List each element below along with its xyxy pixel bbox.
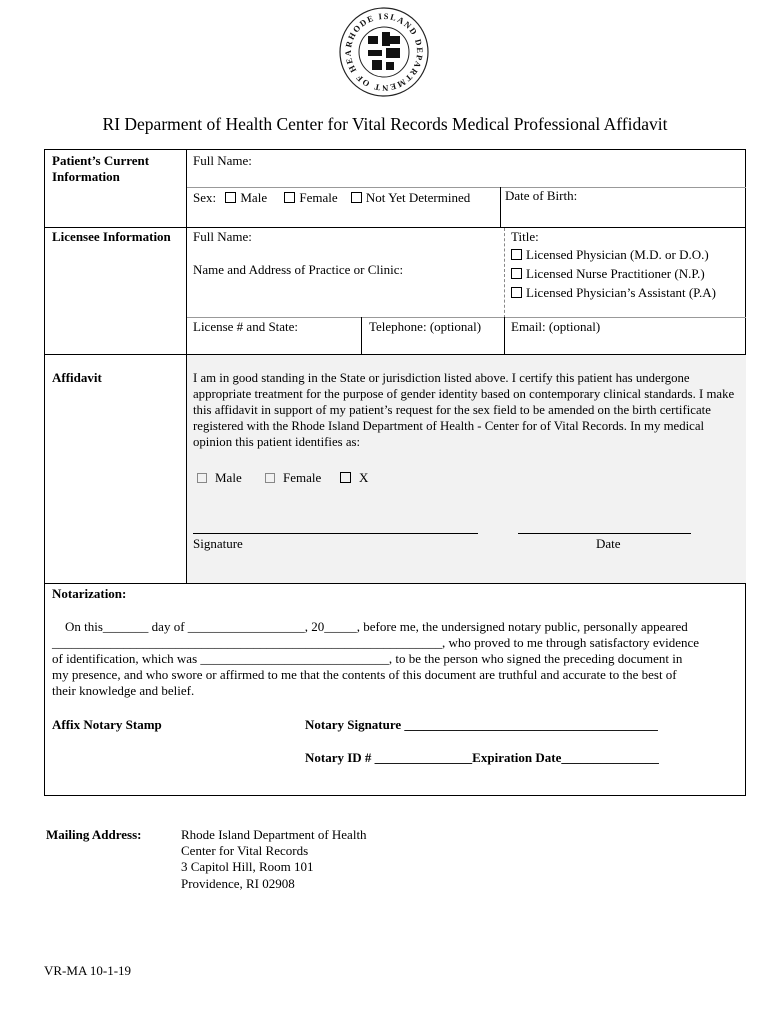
mailing-line-2: Center for Vital Records — [181, 843, 309, 858]
email-field[interactable]: Email: (optional) — [511, 319, 601, 334]
notary-id-field[interactable]: Notary ID # _______________Expiration Date_______________ — [305, 750, 659, 765]
mailing-line-3: 3 Capitol Hill, Room 101 — [181, 859, 314, 874]
department-seal — [338, 6, 430, 98]
checkbox-icon — [351, 192, 362, 203]
patient-section-label: Patient’s Current Information — [52, 153, 150, 184]
licensee-section-label: Licensee Information — [52, 229, 171, 244]
sex-option-male[interactable]: Male — [225, 190, 267, 205]
notarization-line-1: On this_______ day of __________________, 20_____, before me, the undersigned notary public, personally appeared — [65, 619, 688, 634]
title-option-physician-assistant[interactable]: Licensed Physician’s Assistant (P.A) — [511, 285, 716, 301]
notarization-heading: Notarization: — [52, 586, 127, 601]
checkbox-icon — [265, 473, 275, 483]
notarization-line-3: of identification, which was _____________________________, to be the person who signed the preceding document in — [52, 651, 683, 666]
title-option-physician[interactable]: Licensed Physician (M.D. or D.O.) — [511, 247, 709, 263]
checkbox-icon — [511, 249, 522, 260]
signature-label: Signature — [193, 536, 243, 551]
telephone-field[interactable]: Telephone: (optional) — [369, 319, 482, 334]
identity-option-male[interactable]: Male — [197, 470, 242, 486]
checkbox-icon — [225, 192, 236, 203]
sex-label: Sex: — [193, 190, 217, 205]
checkbox-icon — [340, 472, 351, 483]
notary-signature-field[interactable]: Notary Signature _______________________________________ — [305, 717, 658, 732]
sex-option-female[interactable]: Female — [284, 190, 337, 205]
mailing-line-1: Rhode Island Department of Health — [181, 827, 367, 842]
mailing-address-label: Mailing Address: — [46, 827, 142, 842]
page-title: RI Deparment of Health Center for Vital Records Medical Professional Affidavit — [102, 114, 668, 134]
patient-sex-field — [193, 190, 470, 206]
identity-option-x[interactable]: X — [340, 470, 368, 486]
checkbox-icon — [284, 192, 295, 203]
mailing-line-4: Providence, RI 02908 — [181, 876, 295, 891]
seal-icon — [338, 6, 430, 98]
affidavit-section-label: Affidavit — [52, 370, 102, 385]
patient-dob-field[interactable]: Date of Birth: — [505, 188, 578, 203]
patient-full-name-field[interactable]: Full Name: — [193, 153, 252, 168]
sex-option-not-yet-determined[interactable]: Not Yet Determined — [351, 190, 470, 205]
license-state-field[interactable]: License # and State: — [193, 319, 299, 334]
form-id: VR-MA 10-1-19 — [44, 963, 132, 978]
date-line[interactable] — [518, 533, 691, 534]
checkbox-icon — [197, 473, 207, 483]
svg-text:RHODE ISLAND DEPARTMENT OF HEA: RHODE ISLAND DEPARTMENT OF HEA — [342, 10, 426, 94]
checkbox-icon — [511, 268, 522, 279]
notarization-line-5: their knowledge and belief. — [52, 683, 195, 698]
signature-line[interactable] — [193, 533, 478, 534]
affidavit-statement: I am in good standing in the State or jurisdiction listed above. I certify this patient has undergone appropriate treatment for the purpose of gender identity based on contemporary clinical standards. I make this affidavit in support of my patient’s request for the sex field to be amended on the birth certificate registered with the Rhode Island Department of Health - Center for of Vital Records. In my medical opinion this patient identifies as: — [193, 371, 735, 449]
date-label: Date — [596, 536, 621, 551]
checkbox-icon — [511, 287, 522, 298]
licensee-full-name-field[interactable]: Full Name: — [193, 229, 252, 244]
title-option-nurse-practitioner[interactable]: Licensed Nurse Practitioner (N.P.) — [511, 266, 705, 282]
notary-stamp-label: Affix Notary Stamp — [52, 717, 162, 732]
identity-option-female[interactable]: Female — [265, 470, 321, 486]
practice-address-field[interactable]: Name and Address of Practice or Clinic: — [193, 262, 404, 277]
notarization-line-2: ____________________________________________________________, who proved to me through satisfactory evidence — [52, 635, 700, 650]
notarization-line-4: my presence, and who swore or affirmed to me that the contents of this document are truthful and accurate to the best of — [52, 667, 677, 682]
licensee-title-label: Title: — [511, 229, 539, 244]
